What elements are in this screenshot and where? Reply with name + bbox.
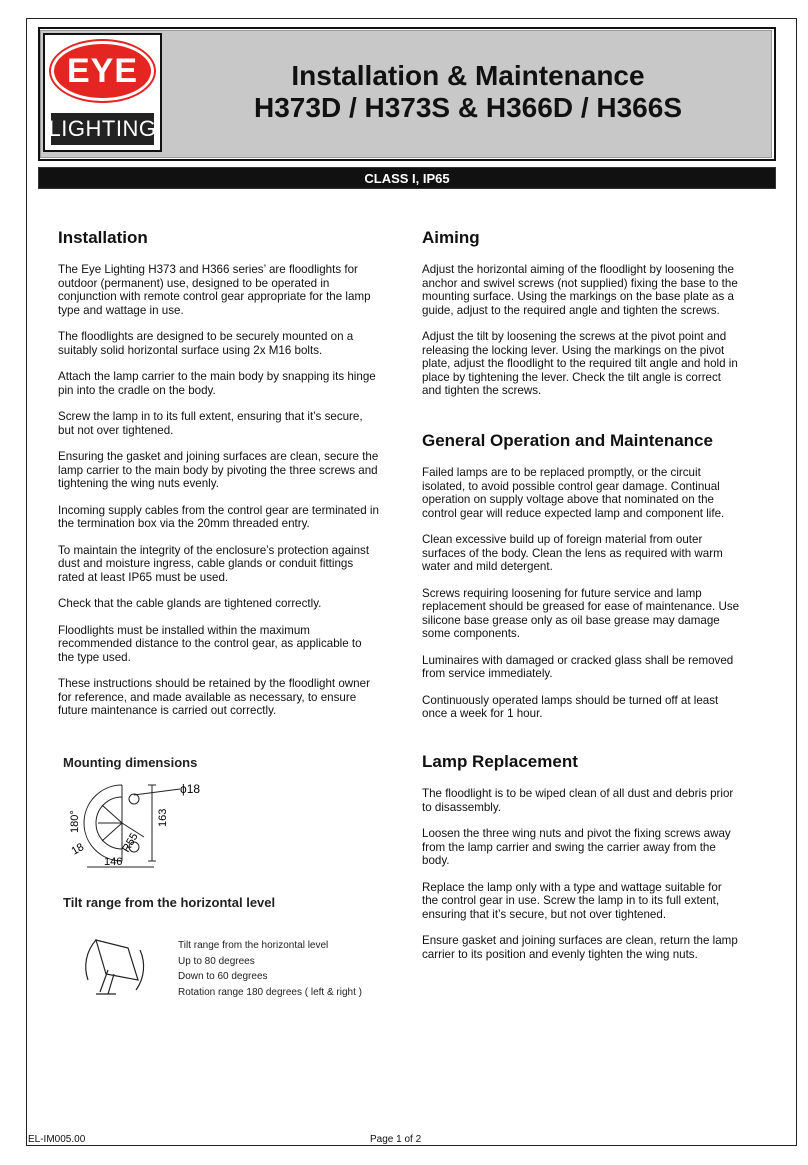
tilt-notes [178,938,362,1000]
mount-bracket [100,970,108,992]
installation-paragraph: Ensuring the gasket and joining surfaces are clean, secure the lamp carrier to the main body by pivoting the three screws and tightening the wing nuts evenly. [58,450,379,490]
class-rating-text: CLASS I, IP65 [364,171,450,186]
installation-paragraph: Screw the lamp in to its full extent, ensuring that it’s secure, but not over tightened. [58,410,363,437]
aiming-paragraph: Adjust the tilt by loosening the screws at the pivot point and releasing the locking lever. Using the markings on the pivot plate, adjust the floodlight to the required tilt angle and hold in place by tightening the lever. Check the tilt angle is correct and tighten the screws. [422,330,738,397]
document-id: EL-IM005.00 [28,1134,86,1145]
general-paragraph: Clean excessive build up of foreign material from outer surfaces of the body. Clean the lens as required with warm water and mild detergent. [422,533,723,573]
tilt-note: Rotation range 180 degrees ( left & right ) [178,986,362,998]
general-operation-heading: General Operation and Maintenance [422,431,713,450]
logo-oval [51,41,154,101]
aiming-section [422,227,740,411]
general-paragraph: Continuously operated lamps should be turned off at least once a week for 1 hour. [422,693,719,720]
lamp-paragraph: The floodlight is to be wiped clean of all dust and debris prior to disassembly. [422,787,734,814]
mounting-dimensions-heading: Mounting dimensions [63,755,198,770]
installation-paragraph: Attach the lamp carrier to the main body by snapping its hinge pin into the cradle on the body. [58,370,376,397]
lamp-replacement-heading: Lamp Replacement [422,752,578,771]
lamp-paragraph: Replace the lamp only with a type and wattage suitable for the control gear in use. Screw the lamp in to its full extent, ensuring that it’s secure, but not over tightened. [422,880,722,921]
logo-text-lighting: LIGHTING [48,116,157,141]
height-label: 163 [157,808,169,827]
logo-text-eye: EYE [66,51,139,90]
installation-heading: Installation [58,228,148,247]
general-paragraph: Luminaires with damaged or cracked glass shall be removed from service immediately. [422,653,734,680]
aiming-paragraph: Adjust the horizontal aiming of the floodlight by loosening the anchor and swivel screws (not supplied) fixing the base to the mounting surface. Using the markings on the base plate as a guide, adjust to the required angle and tighten the screws. [422,263,738,317]
page-number: Page 1 of 2 [370,1134,422,1145]
tilt-note: Tilt range from the horizontal level [178,940,329,951]
bolt-hole-top [129,794,139,804]
installation-paragraph: Incoming supply cables from the control gear are terminated in the termination box via the 20mm threaded entry. [58,503,379,530]
general-operation-section [422,430,740,734]
installation-paragraph: Check that the cable glands are tightened correctly. [58,597,322,610]
width-label: 146 [104,856,123,868]
tilt-note: Up to 80 degrees [178,955,255,967]
page-title [168,60,768,124]
floodlight-body-outline [96,940,138,980]
installation-paragraph: The Eye Lighting H373 and H366 series’ are floodlights for outdoor (permanent) use, designed to be operated in conjunction with remote control gear appropriate for the lamp type and wattage in use. [58,263,371,317]
tilt-range-diagram [78,930,158,1000]
angle-label: 180° [69,810,81,833]
lamp-paragraph: Ensure gasket and joining surfaces are clean, return the lamp carrier to its position and evenly tighten the wing nuts. [422,934,738,961]
title-line-2: H373D / H373S & H366D / H366S [254,92,682,123]
lamp-paragraph: Loosen the three wing nuts and pivot the fixing screws away from the lamp carrier and swing the carrier away from the body. [422,827,731,867]
hole-leader [134,789,180,795]
eye-lighting-logo [43,33,162,152]
tilt-arc [86,940,96,980]
logo-bar [48,113,157,145]
general-paragraph: Screws requiring loosening for future service and lamp replacement should be greased for ease of maintenance. Use silicone base grease only as oil base grease may damage some components. [422,586,740,640]
tilt-range-heading: Tilt range from the horizontal level [63,895,276,910]
tilt-note: Down to 60 degrees [178,971,268,982]
installation-paragraph: Floodlights must be installed within the maximum recommended distance to the control gear, as applicable to the type used. [58,623,362,664]
class-rating-bar [38,167,776,189]
installation-section [58,227,380,731]
hole-diameter-label: ϕ18 [180,782,201,796]
rotation-arc [136,950,144,990]
title-line-1: Installation & Maintenance [291,60,645,91]
slot-line-3 [102,823,122,841]
installation-paragraph: To maintain the integrity of the enclosure’s protection against dust and moisture ingress, cable glands or conduit fittings rated at least IP65 must be used. [58,543,370,584]
general-paragraph: Failed lamps are to be replaced promptly, or the circuit isolated, to avoid possible control gear damage. Continual operation on supply voltage above that nominated on the control gear will reduce expected lamp and component life. [422,466,725,520]
installation-paragraph: These instructions should be retained by the floodlight owner for reference, and made available as necessary, to ensure future maintenance is carried out correctly. [58,677,370,717]
aiming-heading: Aiming [422,228,480,247]
lamp-replacement-section [422,751,740,974]
slot-line-1 [102,805,122,823]
installation-paragraph: The floodlights are designed to be securely mounted on a suitably solid horizontal surface using 2x M16 bolts. [58,330,354,357]
radius-label: R55 [120,831,141,855]
slot-label: 18 [69,841,87,858]
mounting-dimensions-diagram [62,775,222,870]
